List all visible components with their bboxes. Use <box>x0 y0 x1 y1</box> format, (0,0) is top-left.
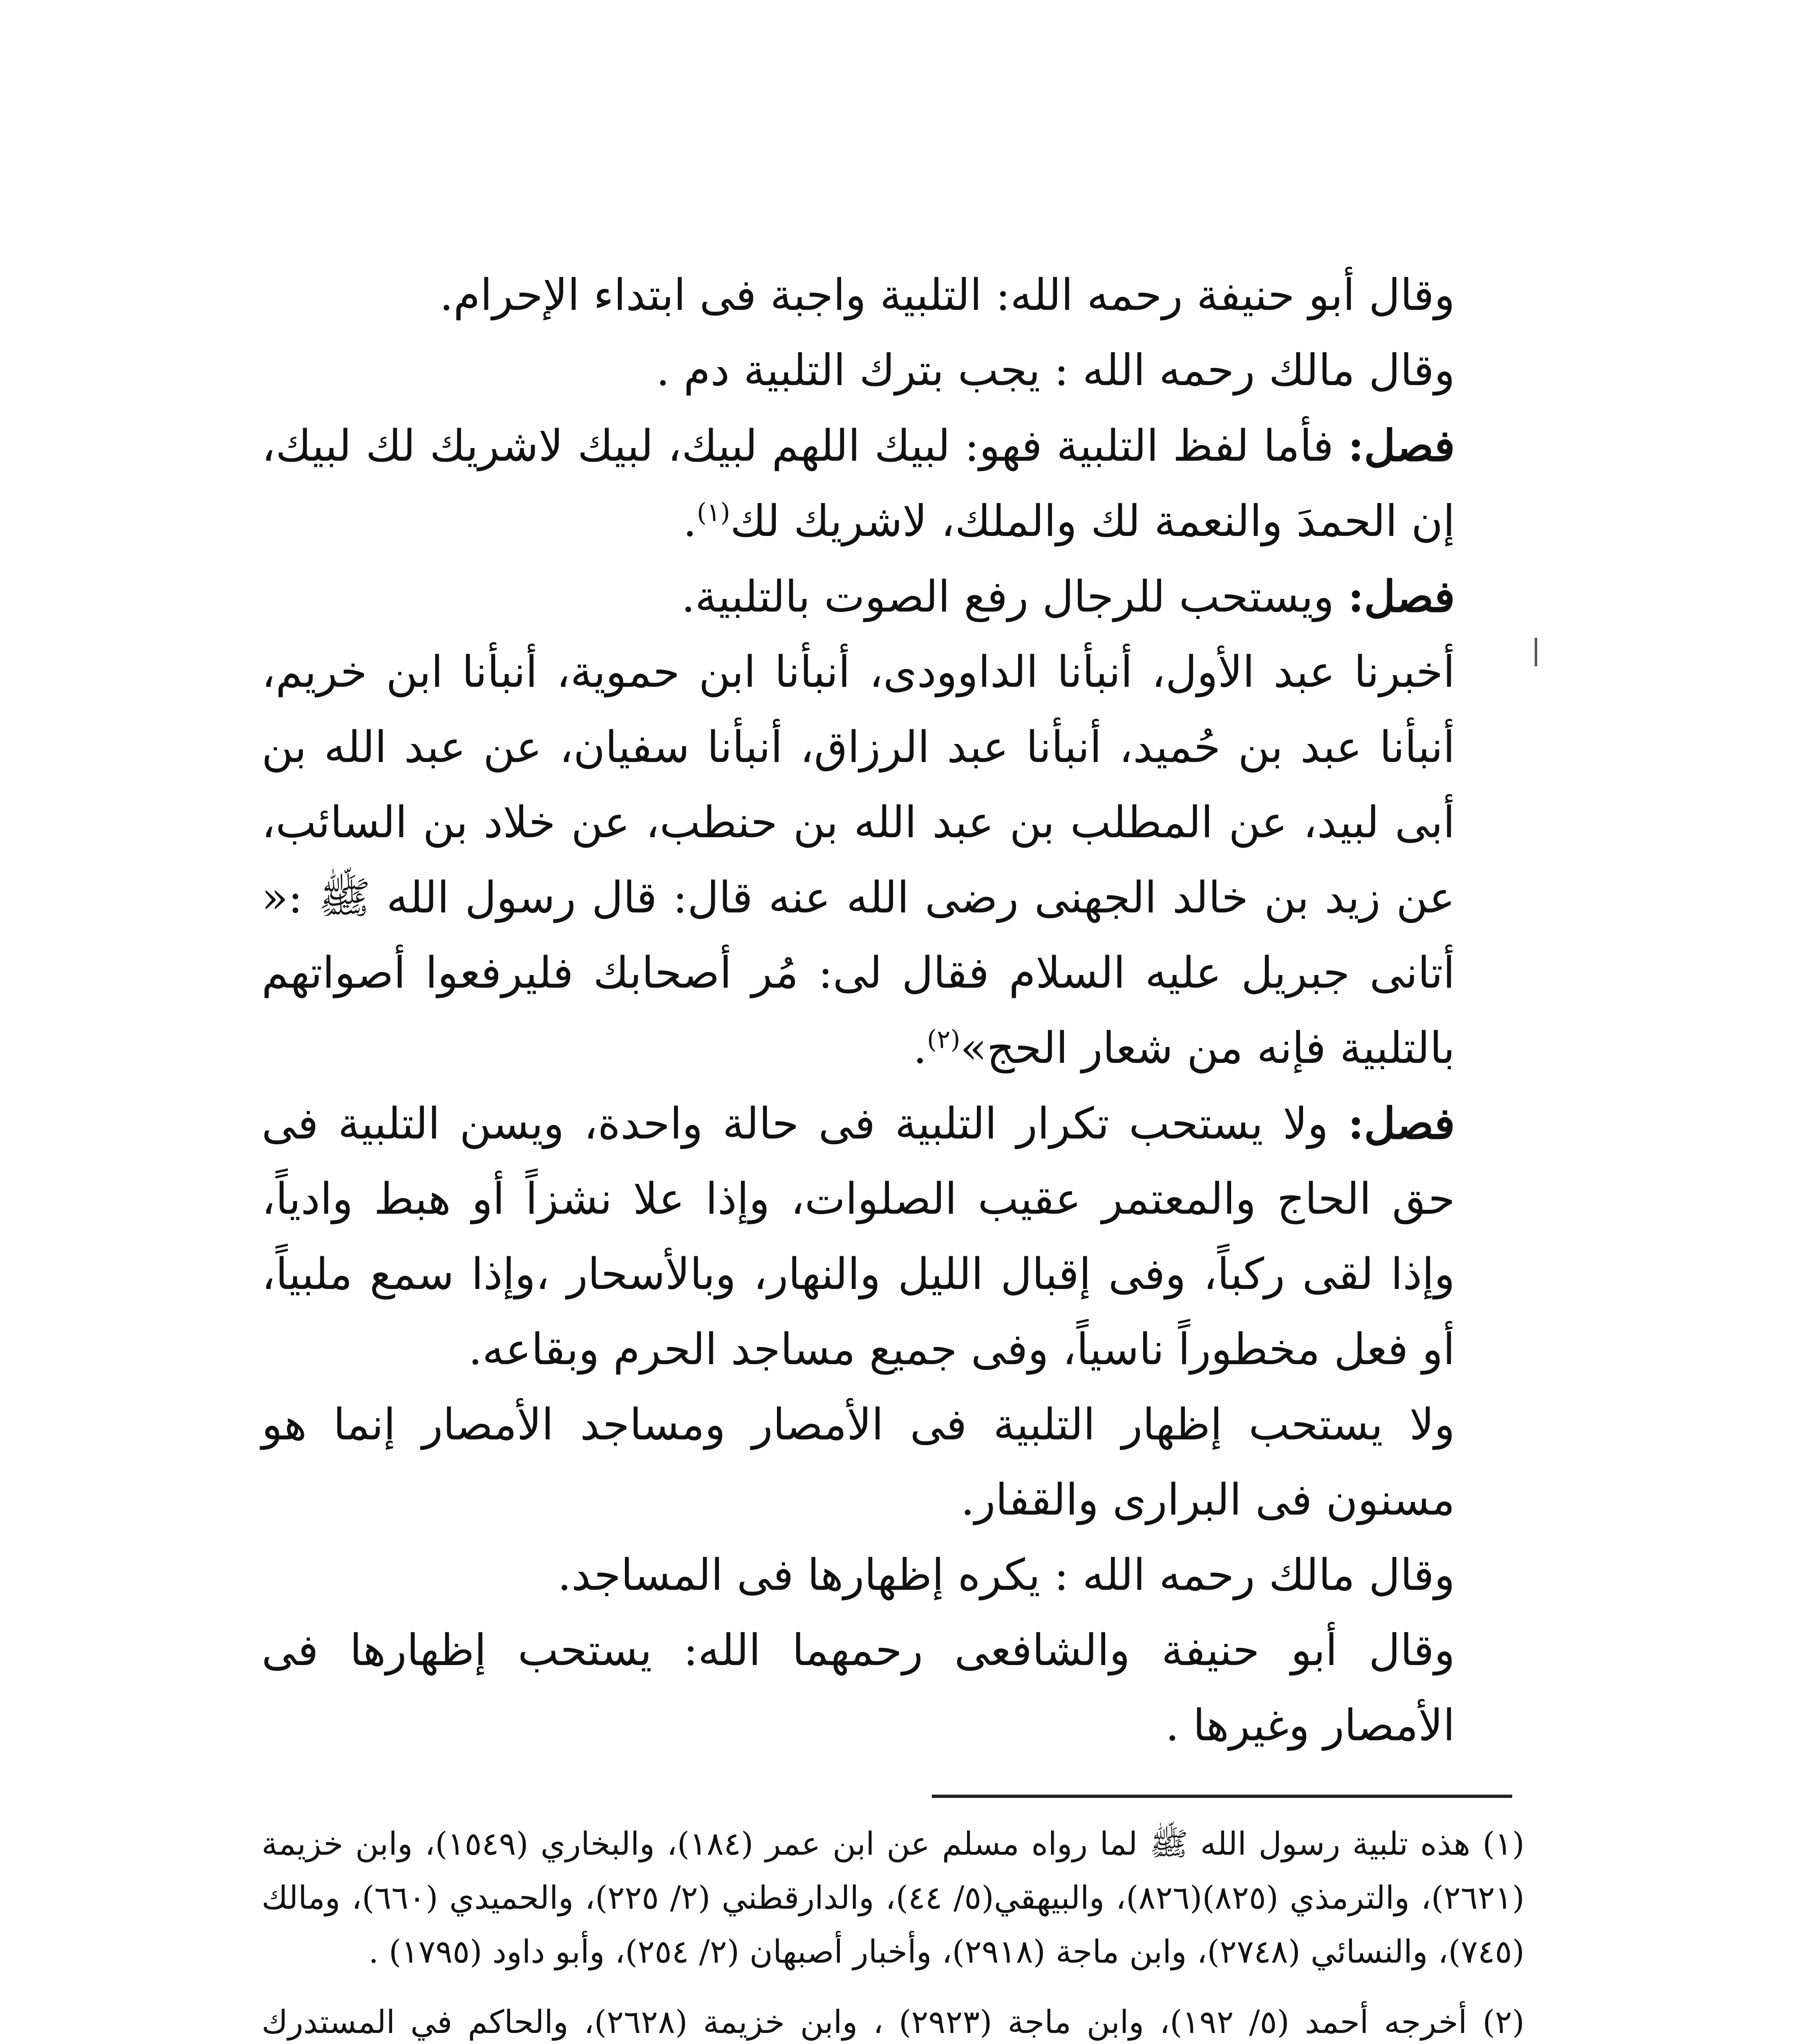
paragraph-end: . <box>683 496 697 546</box>
footnote-ref-1: (١) <box>696 497 730 527</box>
section-heading-fasl: فصل: <box>1348 420 1455 471</box>
margin-mark <box>1535 638 1537 666</box>
main-text <box>262 258 1529 1763</box>
paragraph-malik-mosques: وقال مالك رحمه الله : يكره إظهارها فى المساجد. <box>557 1550 1455 1600</box>
paragraph-talbiya-occasions <box>262 1086 1529 1387</box>
paragraph-talbiya-wording <box>262 408 1529 559</box>
section-heading-fasl: فصل: <box>1348 1098 1455 1149</box>
footnote-2: (٢) أخرجه أحمد (٥/ ١٩٢)، وابن ماجة (٢٩٢٣) ، وابن خزيمة (٢٦٢٨)، والحاكم في المستدرك <box>262 2004 1524 2041</box>
paragraph-malik-talbiya: وقال مالك رحمه الله : يجب بترك التلبية دم . <box>656 345 1455 395</box>
paragraph-end: . <box>913 1023 927 1073</box>
paragraph-text: ويستحب للرجال رفع الصوت بالتلبية. <box>681 572 1348 622</box>
section-heading-fasl: فصل: <box>1348 571 1455 622</box>
paragraph-text: فأما لفظ التلبية فهو: لبيك اللهم لبيك، لبيك لاشريك لك لبيك، إن الحمدَ والنعمة لك والملك، لاشريك لك <box>262 421 1455 546</box>
paragraph-public-talbiya: ولا يستحب إظهار التلبية فى الأمصار ومساجد الأمصار إنما هو مسنون فى البرارى والقفار. <box>262 1399 1455 1525</box>
footnote-separator <box>932 1795 1512 1798</box>
paragraph-hadith-chain <box>262 634 1529 1086</box>
paragraph-raise-voice <box>262 559 1529 634</box>
paragraph-abu-hanifa-shafii: وقال أبو حنيفة والشافعى رحمهما الله: يستحب إظهارها فى الأمصار وغيرها . <box>262 1625 1455 1750</box>
footnote-ref-2: (٢) <box>927 1024 960 1054</box>
paragraph-text: ولا يستحب تكرار التلبية فى حالة واحدة، ويسن التلبية فى حق الحاج والمعتمر عقيب الصلوات، وإذا علا نشزاً أو هبط وادياً، وإذا لقى ركباً، وفى إقبال الليل والنهار، وبالأسحار ،وإذا سمع ملبياً، أو فعل مخطوراً ناسياً، وفى جميع مساجد الحرم وبقاعه. <box>262 1098 1455 1374</box>
paragraph-abu-hanifa-talbiya: وقال أبو حنيفة رحمه الله: التلبية واجبة فى ابتداء الإحرام. <box>439 270 1455 320</box>
footnotes <box>262 1817 1524 2044</box>
paragraph-text: أخبرنا عبد الأول، أنبأنا الداوودى، أنبأنا ابن حموية، أنبأنا ابن خريم، أنبأنا عبد بن حُميد، أنبأنا عبد الرزاق، أنبأنا سفيان، عن عبد الله بن أبى لبيد، عن المطلب بن عبد الله بن حنطب، عن خلاد بن السائب، عن زيد بن خالد الجهنى رضى الله عنه قال: قال رسول الله ﷺ :« أتانى جبريل عليه السلام فقال لى: مُر أصحابك فليرفعوا أصواتهم بالتلبية فإنه من شعار الحج» <box>262 647 1455 1073</box>
footnote-1: (١) هذه تلبية رسول الله ﷺ لما رواه مسلم عن ابن عمر (١٨٤)، والبخاري (١٥٤٩)، وابن خزيمة (٢٦٢١)، والترمذي (٨٢٥)(٨٢٦)، والبيهقي(٥/ ٤٤)، والدارقطني (٢/ ٢٢٥)، والحميدي (٦٦٠)، ومالك (٧٤٥)، والنسائي (٢٧٤٨)، وابن ماجة (٢٩١٨)، وأخبار أصبهان (٢/ ٢٥٤)، وأبو داود (١٧٩٥) . <box>262 1826 1525 1970</box>
